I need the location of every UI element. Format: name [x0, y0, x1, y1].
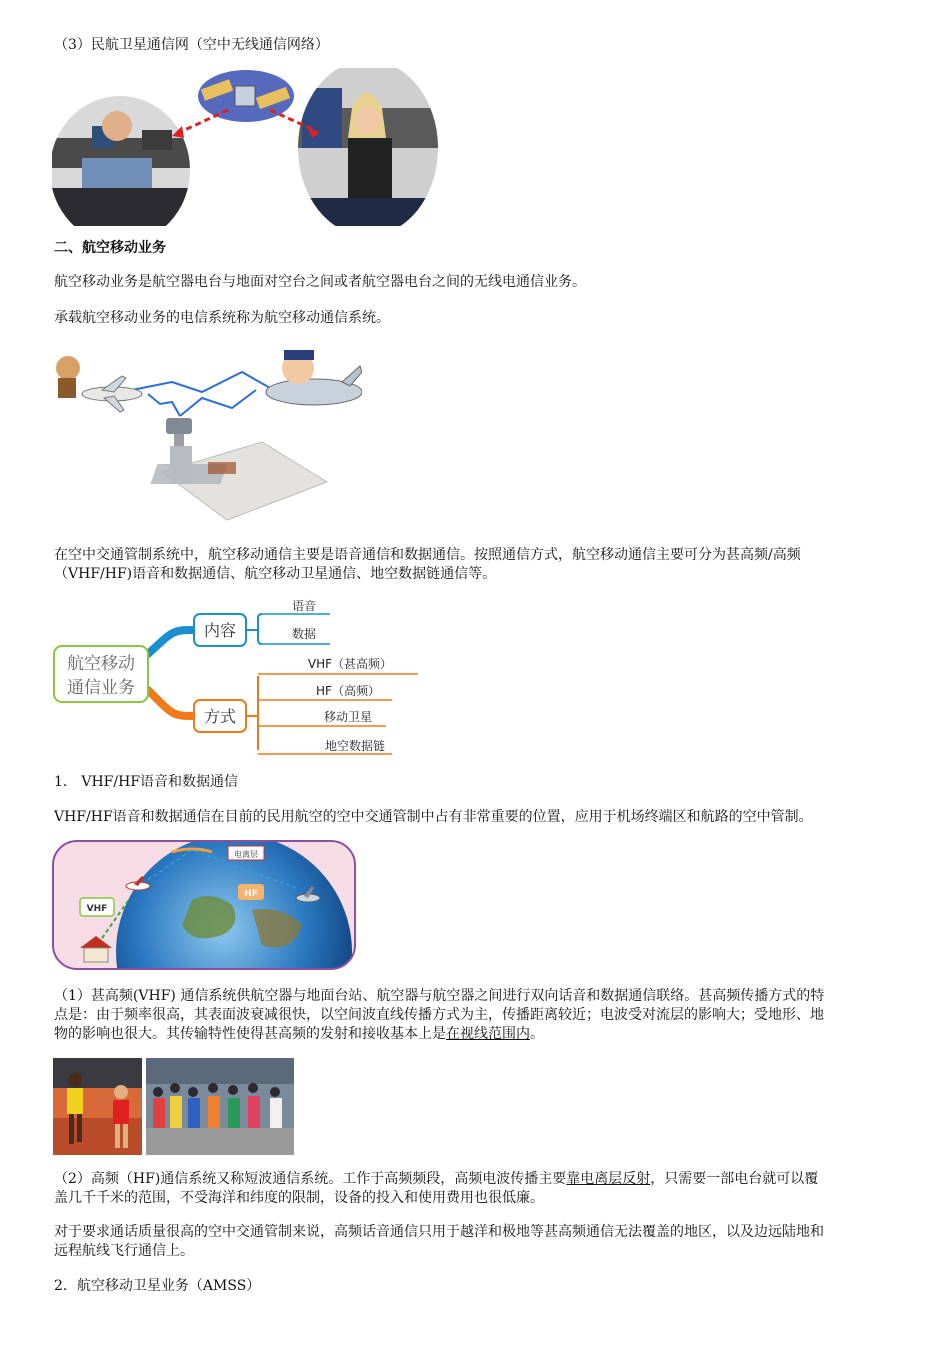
paragraph-line: 在空中交通管制系统中，航空移动通信主要是语音通信和数据通信。按照通信方式，航空移动通信主要可分为甚高频/高频: [54, 547, 801, 563]
hf-label: HF: [244, 889, 258, 899]
mindmap-content-item: 数据: [291, 627, 317, 641]
runners-photos: [53, 1058, 294, 1155]
paragraph-line: （1）甚高频(VHF) 通信系统供航空器与地面台站、航空器与航空器之间进行双向话音和数据通信联络。甚高频传播方式的特: [54, 988, 825, 1004]
vhf-hf-globe-illustration: [52, 840, 358, 972]
paragraph: 承载航空移动业务的电信系统称为航空移动通信系统。: [54, 310, 390, 326]
mindmap-method-item: 地空数据链: [324, 739, 386, 753]
paragraph: 航空移动业务是航空器电台与地面对空台之间或者航空器电台之间的无线电通信业务。: [54, 274, 586, 290]
controller-photo-right: [292, 68, 442, 226]
paragraph-line: [54, 1170, 904, 1189]
top-caption: （3）民航卫星通信网（空中无线通信网络）: [54, 37, 329, 53]
ionosphere-label: 电离层: [234, 850, 258, 859]
text-run: （2）高频（HF)通信系统又称短波通信系统。工作于高频频段，高频电波传播主要: [54, 1171, 567, 1187]
subsection-heading: 1． VHF/HF语音和数据通信: [54, 774, 239, 790]
satellite-communication-illustration: [52, 68, 442, 226]
airplane-icon-left: [82, 376, 142, 412]
mindmap-root-line2: 通信业务: [67, 678, 135, 698]
marathon-photo: [146, 1058, 294, 1155]
text-run: 物的影响也很大。其传输特性使得甚高频的发射和接收基本上是: [54, 1026, 446, 1042]
section-heading: 二、航空移动业务: [54, 240, 166, 256]
mindmap-method-item: 移动卫星: [323, 710, 373, 724]
paragraph-line: （VHF/HF)语音和数据通信、航空移动卫星通信、地空数据链通信等。: [54, 566, 497, 582]
paragraph-line: 远程航线飞行通信上。: [54, 1243, 194, 1259]
mindmap-content-item: 语音: [291, 599, 317, 613]
paragraph: VHF/HF语音和数据通信在目前的民用航空的空中交通管制中占有非常重要的位置，应用于机场终端区和航路的空中管制。: [54, 809, 813, 825]
vhf-label: VHF: [86, 904, 108, 914]
paragraph-line: 点是：由于频率很高，其表面波衰减很快，以空间波直线传播方式为主，传播距离较近；电波受对流层的影响大；受地形、地: [54, 1007, 824, 1023]
aviation-mobile-illustration: [52, 342, 362, 532]
mindmap-branch-content-label: 内容: [203, 621, 237, 640]
mindmap-method-item: VHF（甚高频）: [307, 657, 393, 671]
paragraph-line: 盖几千千米的范围，不受海洋和纬度的限制，设备的投入和使用费用也很低廉。: [54, 1190, 544, 1206]
mindmap-method-item: HF（高频）: [316, 684, 380, 698]
text-run: 。: [530, 1026, 544, 1042]
airplane-icon-right: [266, 350, 362, 405]
sprinters-photo: [53, 1058, 142, 1155]
paragraph-line: [54, 1025, 904, 1044]
subsection-heading: 2．航空移动卫星业务（AMSS）: [54, 1278, 261, 1294]
underlined-text: 靠电离层反射: [566, 1171, 651, 1187]
paragraph-line: 对于要求通话质量很高的空中交通管制来说，高频话音通信只用于越洋和极地等甚高频通信无法覆盖的地区，以及边远陆地和: [54, 1224, 824, 1240]
mindmap-branch-method-label: 方式: [203, 707, 237, 726]
mindmap-diagram: [52, 592, 424, 762]
text-run: ，只需要一部电台就可以覆: [650, 1171, 819, 1187]
controller-photo-left: [52, 88, 192, 226]
underlined-text: 在视线范围内: [446, 1026, 530, 1042]
mindmap-root-line1: 航空移动: [67, 654, 135, 674]
